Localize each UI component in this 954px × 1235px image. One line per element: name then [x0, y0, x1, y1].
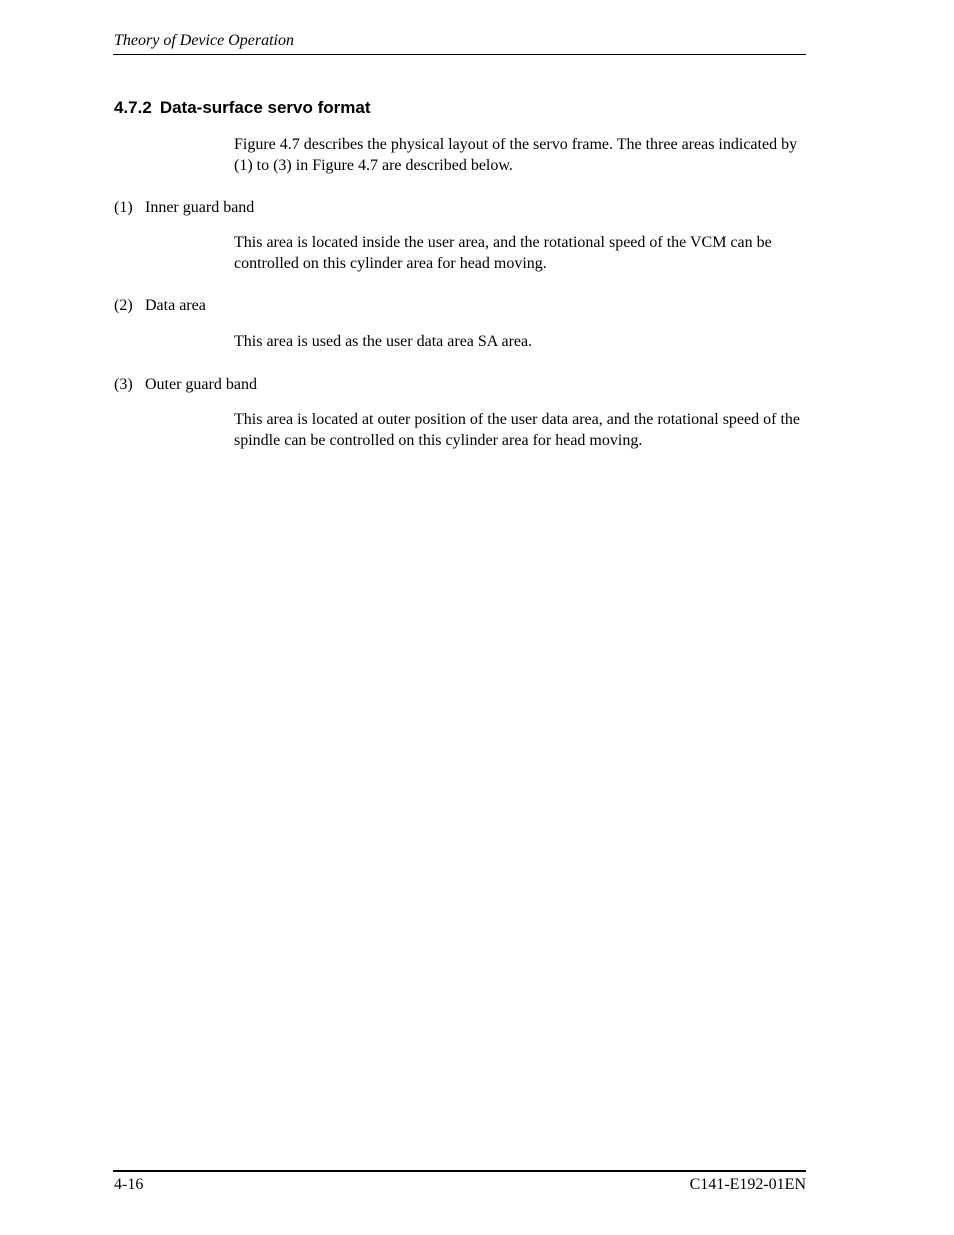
header-rule [113, 54, 806, 55]
item-heading [114, 199, 254, 217]
section-title: Data-surface servo format [159, 98, 371, 117]
item-number: (3) [114, 376, 133, 393]
document-code: C141-E192-01EN [689, 1176, 806, 1193]
running-header: Theory of Device Operation [114, 32, 294, 49]
item-number: (2) [114, 297, 133, 314]
item-number: (1) [114, 199, 133, 216]
item-heading [114, 297, 206, 315]
footer-rule [113, 1170, 806, 1172]
item-paragraph: This area is located at outer position of the user data area, and the rotational speed of the spindle can be controlled on this cylinder area for head moving. [234, 411, 801, 449]
intro-paragraph: Figure 4.7 describes the physical layout of the servo frame. The three areas indicated by (1) to (3) in Figure 4.7 are described below. [234, 136, 798, 174]
item-paragraph: This area is used as the user data area SA area. [234, 333, 533, 350]
item-title: Data area [145, 297, 206, 314]
page-number: 4-16 [114, 1176, 144, 1193]
item-heading [114, 376, 257, 394]
item-paragraph: This area is located inside the user area, and the rotational speed of the VCM can be controlled on this cylinder area for head moving. [234, 234, 772, 272]
item-title: Outer guard band [145, 376, 257, 393]
section-heading [114, 98, 371, 118]
section-number: 4.7.2 [114, 98, 152, 117]
item-title: Inner guard band [145, 199, 255, 216]
